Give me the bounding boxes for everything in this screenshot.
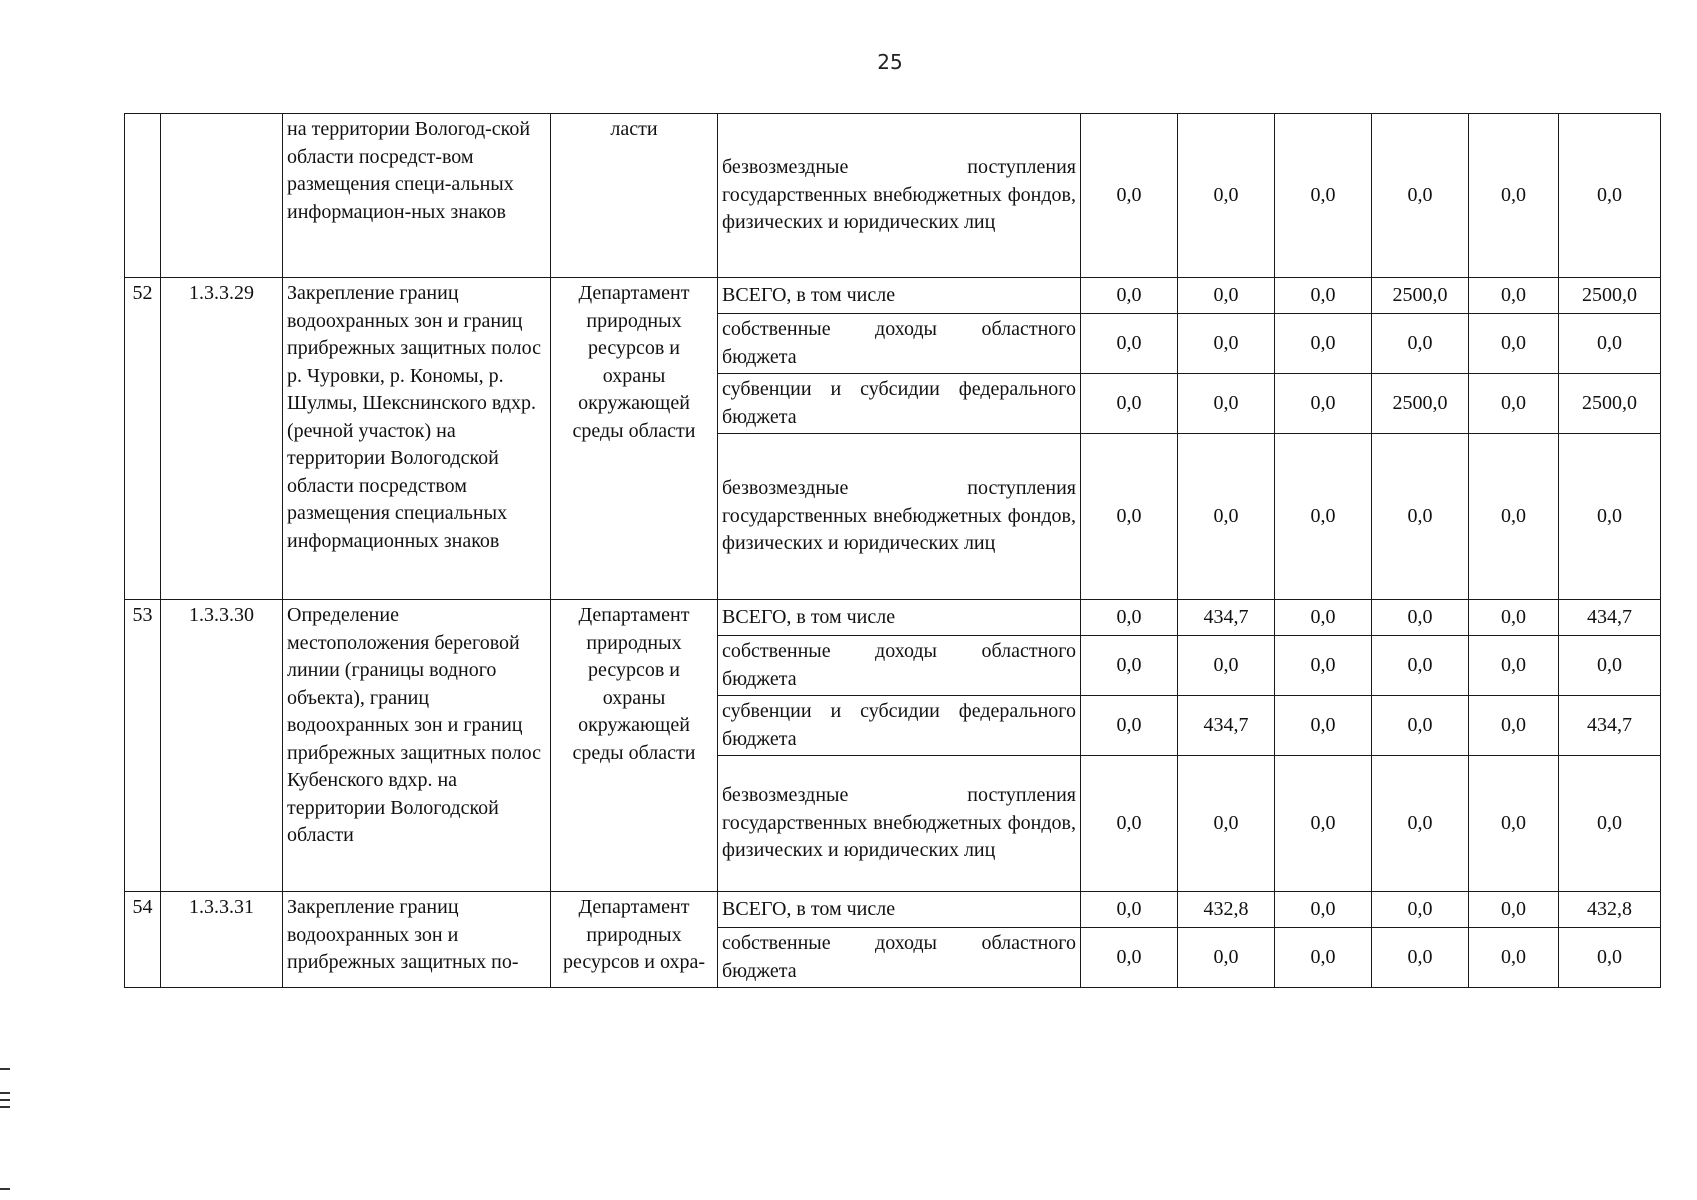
amount-cell: 0,0 — [1275, 756, 1372, 892]
amount-cell: 2500,0 — [1372, 374, 1469, 434]
funding-source-cell: безвозмездные поступления государственных внебюджетных фондов, физических и юридических лиц — [718, 434, 1081, 600]
amount-cell: 434,7 — [1178, 600, 1275, 636]
measure-code-cell: 1.3.3.30 — [161, 600, 283, 892]
amount-cell: 0,0 — [1372, 756, 1469, 892]
responsible-executor-cell: ласти — [551, 114, 718, 278]
responsible-executor-cell: Департамент природных ресурсов и охраны окружающей среды области — [551, 278, 718, 600]
funding-source-cell: безвозмездные поступления государственных внебюджетных фондов, физических и юридических лиц — [718, 114, 1081, 278]
amount-cell: 0,0 — [1081, 278, 1178, 314]
amount-cell: 0,0 — [1372, 696, 1469, 756]
amount-cell: 0,0 — [1081, 600, 1178, 636]
amount-cell: 0,0 — [1275, 374, 1372, 434]
amount-cell: 0,0 — [1081, 928, 1178, 988]
amount-cell: 0,0 — [1081, 892, 1178, 928]
amount-cell: 434,7 — [1559, 600, 1661, 636]
amount-cell: 0,0 — [1372, 928, 1469, 988]
amount-cell: 0,0 — [1469, 756, 1559, 892]
amount-cell: 0,0 — [1081, 114, 1178, 278]
amount-cell: 434,7 — [1178, 696, 1275, 756]
amount-cell: 0,0 — [1559, 756, 1661, 892]
funding-source-cell: безвозмездные поступления государственных внебюджетных фондов, физических и юридических лиц — [718, 756, 1081, 892]
amount-cell: 0,0 — [1559, 434, 1661, 600]
measure-code-cell: 1.3.3.31 — [161, 892, 283, 988]
amount-cell: 0,0 — [1275, 696, 1372, 756]
amount-cell: 0,0 — [1372, 114, 1469, 278]
amount-cell: 0,0 — [1275, 600, 1372, 636]
funding-source-cell: собственные доходы областного бюджета — [718, 314, 1081, 374]
amount-cell: 0,0 — [1275, 892, 1372, 928]
measure-title-cell: Закрепление границ водоохранных зон и границ прибрежных защитных полос р. Чуровки, р. Кономы, р. Шулмы, Шекснинского вдхр. (речной участок) на территории Вологодской области посредством размещения специальных информационных знаков — [283, 278, 551, 600]
responsible-executor-cell: Департамент природных ресурсов и охра- — [551, 892, 718, 988]
amount-cell: 0,0 — [1559, 928, 1661, 988]
measure-code-cell: 1.3.3.29 — [161, 278, 283, 600]
row-index-cell: 54 — [125, 892, 161, 988]
amount-cell: 0,0 — [1275, 434, 1372, 600]
amount-cell: 0,0 — [1469, 314, 1559, 374]
measure-title-cell: Закрепление границ водоохранных зон и прибрежных защитных по- — [283, 892, 551, 988]
responsible-executor-cell: Департамент природных ресурсов и охраны окружающей среды области — [551, 600, 718, 892]
table-row — [125, 114, 1661, 278]
amount-cell: 0,0 — [1275, 114, 1372, 278]
financing-table — [124, 113, 1661, 988]
amount-cell: 0,0 — [1081, 636, 1178, 696]
amount-cell: 0,0 — [1081, 434, 1178, 600]
amount-cell: 0,0 — [1275, 636, 1372, 696]
amount-cell: 0,0 — [1081, 314, 1178, 374]
row-index-cell: 53 — [125, 600, 161, 892]
amount-cell: 0,0 — [1178, 374, 1275, 434]
amount-cell: 0,0 — [1469, 636, 1559, 696]
amount-cell: 432,8 — [1178, 892, 1275, 928]
amount-cell: 0,0 — [1178, 928, 1275, 988]
amount-cell: 0,0 — [1469, 278, 1559, 314]
amount-cell: 0,0 — [1178, 314, 1275, 374]
amount-cell: 0,0 — [1469, 696, 1559, 756]
amount-cell: 0,0 — [1469, 892, 1559, 928]
amount-cell: 434,7 — [1559, 696, 1661, 756]
funding-source-cell: собственные доходы областного бюджета — [718, 636, 1081, 696]
margin-mark — [0, 1068, 10, 1070]
amount-cell: 0,0 — [1178, 114, 1275, 278]
amount-cell: 0,0 — [1372, 434, 1469, 600]
amount-cell: 2500,0 — [1559, 374, 1661, 434]
funding-source-cell: ВСЕГО, в том числе — [718, 278, 1081, 314]
table-row — [125, 278, 1661, 314]
margin-mark — [0, 1099, 10, 1101]
funding-source-cell: субвенции и субсидии федерального бюджета — [718, 696, 1081, 756]
amount-cell: 0,0 — [1372, 636, 1469, 696]
margin-mark — [0, 1092, 10, 1094]
amount-cell: 0,0 — [1178, 434, 1275, 600]
amount-cell: 0,0 — [1081, 696, 1178, 756]
amount-cell: 2500,0 — [1559, 278, 1661, 314]
margin-mark — [0, 1188, 10, 1190]
amount-cell: 0,0 — [1081, 374, 1178, 434]
amount-cell: 0,0 — [1275, 278, 1372, 314]
amount-cell: 0,0 — [1469, 374, 1559, 434]
amount-cell: 0,0 — [1469, 434, 1559, 600]
amount-cell: 0,0 — [1559, 636, 1661, 696]
amount-cell: 0,0 — [1081, 756, 1178, 892]
row-index-cell: 52 — [125, 278, 161, 600]
amount-cell: 0,0 — [1178, 278, 1275, 314]
funding-source-cell: ВСЕГО, в том числе — [718, 892, 1081, 928]
amount-cell: 0,0 — [1275, 928, 1372, 988]
measure-title-cell: Определение местоположения береговой линии (границы водного объекта), границ водоохранных зон и границ прибрежных защитных полос Кубенского вдхр. на территории Вологодской области — [283, 600, 551, 892]
amount-cell: 0,0 — [1469, 928, 1559, 988]
amount-cell: 0,0 — [1178, 636, 1275, 696]
amount-cell: 0,0 — [1372, 314, 1469, 374]
margin-mark — [0, 1106, 10, 1108]
amount-cell: 0,0 — [1559, 314, 1661, 374]
measure-code-cell — [161, 114, 283, 278]
funding-source-cell: собственные доходы областного бюджета — [718, 928, 1081, 988]
amount-cell: 0,0 — [1469, 600, 1559, 636]
page-number: 25 — [877, 50, 903, 74]
amount-cell: 0,0 — [1178, 756, 1275, 892]
amount-cell: 0,0 — [1275, 314, 1372, 374]
measure-title-cell: на территории Вологод-ской области посредст-вом размещения специ-альных информацион-ных знаков — [283, 114, 551, 278]
amount-cell: 2500,0 — [1372, 278, 1469, 314]
amount-cell: 0,0 — [1469, 114, 1559, 278]
amount-cell: 0,0 — [1372, 600, 1469, 636]
funding-source-cell: субвенции и субсидии федерального бюджета — [718, 374, 1081, 434]
row-index-cell — [125, 114, 161, 278]
amount-cell: 432,8 — [1559, 892, 1661, 928]
table-row — [125, 600, 1661, 636]
amount-cell: 0,0 — [1372, 892, 1469, 928]
funding-source-cell: ВСЕГО, в том числе — [718, 600, 1081, 636]
table-row — [125, 892, 1661, 928]
amount-cell: 0,0 — [1559, 114, 1661, 278]
